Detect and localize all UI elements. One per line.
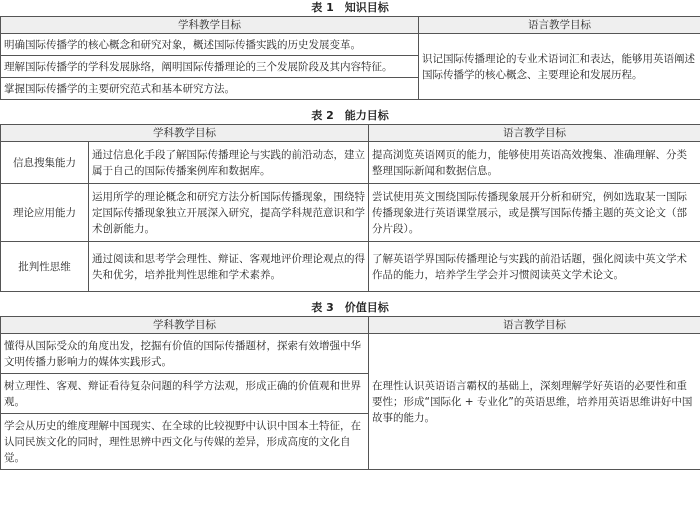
table1-subject-cell: 掌握国际传播学的主要研究范式和基本研究方法。: [1, 78, 419, 100]
value-goals-table: [0, 316, 700, 470]
table3-subject-cell: 学会从历史的维度理解中国现实、在全球的比较视野中认识中国本土特征，在认同民族文化的同时，理性思辨中西文化与传媒的差异，形成高度的文化自觉。: [1, 414, 369, 470]
table2-subject-cell: 运用所学的理论概念和研究方法分析国际传播现象，围绕特定国际传播现象独立开展深入研究，提高学科规范意识和学术创新能力。: [89, 184, 369, 242]
table3-header-row: [1, 317, 700, 334]
table3-subject-cell: 懂得从国际受众的角度出发，挖掘有价值的国际传播题材，探索有效增强中华文明传播力影响力的媒体实践形式。: [1, 334, 369, 374]
table2-language-cell: 了解英语学界国际传播理论与实践的前沿话题，强化阅读中英文学术作品的能力，培养学生学会并习惯阅读英文学术论文。: [369, 242, 700, 292]
table3-language-cell: 在理性认识英语语言霸权的基础上，深刻理解学好英语的必要性和重要性；形成“国际化 + 专业化”的英语思维，培养用英语思维讲好中国故事的能力。: [369, 334, 700, 470]
table1-header-row: [1, 17, 700, 34]
table1-language-cell: 识记国际传播理论的专业术语词汇和表达，能够用英语阐述国际传播学的核心概念、主要理论和发展历程。: [419, 34, 700, 100]
table3-caption: 表 3 价值目标: [311, 301, 389, 314]
table3-subject-cell: 树立理性、客观、辩证看待复杂问题的科学方法观，形成正确的价值观和世界观。: [1, 374, 369, 414]
table1-header-language: 语言教学目标: [419, 17, 700, 34]
table3-header-subject: 学科教学目标: [1, 317, 369, 334]
ability-goals-table: [0, 124, 700, 292]
table2-subject-cell: 通过阅读和思考学会理性、辩证、客观地评价理论观点的得失和优劣，培养批判性思维和学术素养。: [89, 242, 369, 292]
table-row: [1, 242, 700, 292]
table-row: [1, 142, 700, 184]
table-row: [1, 334, 700, 374]
knowledge-goals-table: [0, 16, 700, 100]
table-row: [1, 34, 700, 56]
table1-caption: 表 1 知识目标: [311, 1, 389, 14]
table2-subject-cell: 通过信息化手段了解国际传播理论与实践的前沿动态，建立属于自己的国际传播案例库和数据库。: [89, 142, 369, 184]
table1-subject-cell: 理解国际传播学的学科发展脉络，阐明国际传播理论的三个发展阶段及其内容特征。: [1, 56, 419, 78]
row-label: 批判性思维: [1, 242, 89, 292]
row-label: 信息搜集能力: [1, 142, 89, 184]
row-label: 理论应用能力: [1, 184, 89, 242]
table2-caption: 表 2 能力目标: [311, 109, 389, 122]
table2-header-row: [1, 125, 700, 142]
table3-header-language: 语言教学目标: [369, 317, 700, 334]
table1-header-subject: 学科教学目标: [1, 17, 419, 34]
table2-language-cell: 尝试使用英文围绕国际传播现象展开分析和研究，例如选取某一国际传播现象进行英语课堂展示，或是撰写国际传播主题的英文论文（部分片段）。: [369, 184, 700, 242]
table2-header-subject: 学科教学目标: [1, 125, 369, 142]
table2-language-cell: 提高浏览英语网页的能力，能够使用英语高效搜集、准确理解、分类整理国际新闻和数据信息。: [369, 142, 700, 184]
table-row: [1, 184, 700, 242]
table2-header-language: 语言教学目标: [369, 125, 700, 142]
table1-subject-cell: 明确国际传播学的核心概念和研究对象，概述国际传播实践的历史发展变革。: [1, 34, 419, 56]
